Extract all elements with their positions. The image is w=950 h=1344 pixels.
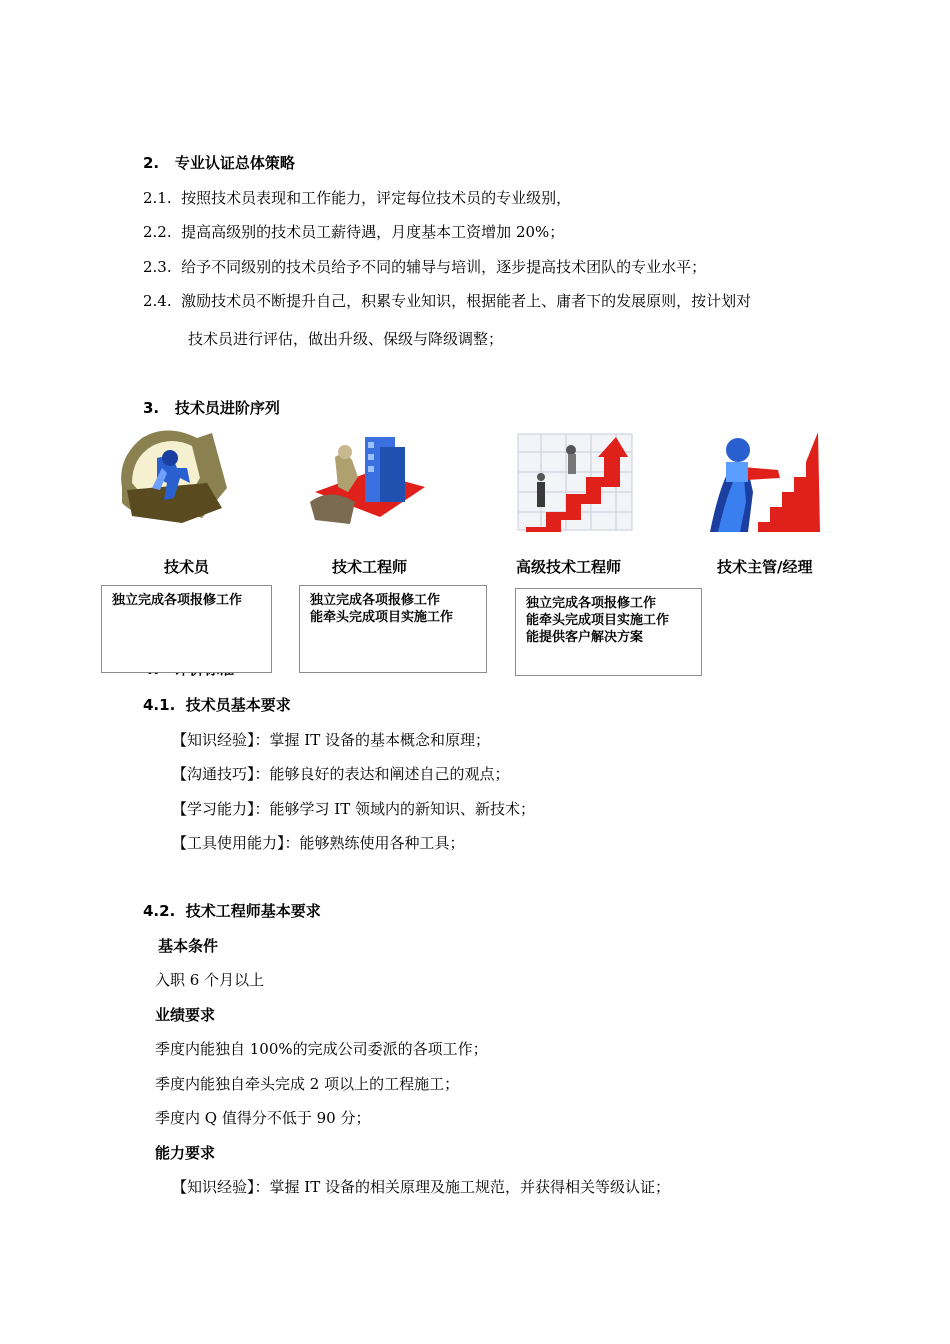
- section-2-number: 2.: [143, 154, 160, 172]
- description-line: 独立完成各项报修工作: [310, 593, 441, 608]
- description-line: 能牵头完成项目实施工作: [526, 613, 670, 628]
- level-title-manager: 技术主管/经理: [717, 558, 813, 576]
- section-number: 4.2.: [143, 902, 176, 920]
- item-number: 2.1.: [143, 189, 172, 207]
- level-description-box: [299, 585, 487, 673]
- description-line: 能牵头完成项目实施工作: [310, 610, 454, 625]
- level-description-box: [101, 585, 272, 673]
- item-number: 2.2.: [143, 223, 172, 241]
- list-item: [143, 290, 751, 311]
- performance-item: 季度内 Q 值得分不低于 90 分；: [155, 1109, 371, 1127]
- basic-conditions-text: 入职 6 个月以上: [155, 971, 265, 989]
- item-text: 给予不同级别的技术员给予不同的辅导与培训，逐步提高技术团队的专业水平；: [181, 258, 707, 276]
- description-line: 独立完成各项报修工作: [526, 596, 657, 611]
- requirement-item: 【工具使用能力】：能够熟练使用各种工具；: [172, 834, 465, 852]
- list-item: [143, 221, 564, 242]
- basic-conditions-title: 基本条件: [158, 937, 219, 955]
- performance-item: 季度内能独自牵头完成 2 项以上的工程施工；: [155, 1075, 460, 1093]
- item-continuation: 技术员进行评估，做出升级、保级与降级调整；: [188, 330, 504, 348]
- section-title: 技术员基本要求: [185, 696, 291, 714]
- stair-climber-icon: [708, 432, 820, 532]
- requirement-item: 【知识经验】：掌握 IT 设备的基本概念和原理；: [172, 731, 490, 749]
- section-number: 4.1.: [143, 696, 176, 714]
- list-item: [143, 256, 706, 277]
- section-3-number: 3.: [143, 399, 160, 417]
- item-text: 提高高级别的技术员工薪待遇，月度基本工资增加 20%；: [181, 223, 565, 241]
- item-number: 2.4.: [143, 292, 172, 310]
- item-text: 激励技术员不断提升自己，积累专业知识，根据能者上、庸者下的发展原则，按计划对: [181, 292, 752, 310]
- section-3-heading: [143, 397, 280, 418]
- ability-item: 【知识经验】：掌握 IT 设备的相关原理及施工规范，并获得相关等级认证；: [172, 1178, 670, 1196]
- climber-icon: [112, 428, 230, 523]
- section-2-title: 专业认证总体策略: [174, 154, 295, 172]
- stair-arrow-icon: [516, 432, 634, 532]
- list-item: [143, 187, 571, 208]
- builder-icon: [310, 432, 425, 524]
- level-description-box: [515, 588, 702, 676]
- item-number: 2.3.: [143, 258, 172, 276]
- section-2-heading: [143, 152, 295, 173]
- section-title: 技术工程师基本要求: [185, 902, 321, 920]
- item-text: 按照技术员表现和工作能力，评定每位技术员的专业级别，: [181, 189, 572, 207]
- description-line: 能提供客户解决方案: [526, 630, 644, 645]
- requirement-item: 【学习能力】：能够学习 IT 领域内的新知识、新技术；: [172, 800, 535, 818]
- section-4-2-heading: [143, 900, 321, 921]
- section-3-title: 技术员进阶序列: [174, 399, 280, 417]
- performance-item: 季度内能独自 100%的完成公司委派的各项工作；: [155, 1040, 488, 1058]
- level-title-technician: 技术员: [164, 558, 210, 576]
- section-4-1-heading: [143, 694, 291, 715]
- requirement-item: 【沟通技巧】：能够良好的表达和阐述自己的观点；: [172, 765, 510, 783]
- level-title-senior-engineer: 高级技术工程师: [516, 558, 622, 576]
- level-title-engineer: 技术工程师: [332, 558, 408, 576]
- ability-title: 能力要求: [155, 1144, 216, 1162]
- performance-title: 业绩要求: [155, 1006, 216, 1024]
- description-line: 独立完成各项报修工作: [112, 593, 243, 608]
